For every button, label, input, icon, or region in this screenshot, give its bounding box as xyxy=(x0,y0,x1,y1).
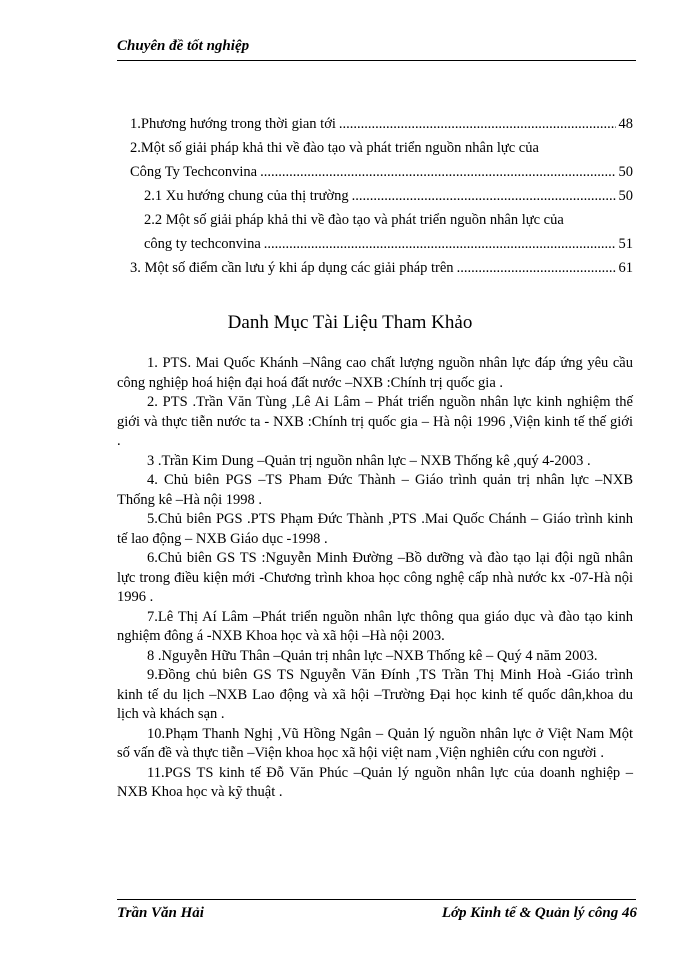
toc-leader xyxy=(260,160,615,184)
toc-entry-text: 2.1 Xu hướng chung của thị trường xyxy=(144,188,349,204)
footer-rule xyxy=(117,899,636,900)
footer-class: Lớp Kinh tế & Quản lý công 46 xyxy=(441,905,637,921)
reference-item: 10.Phạm Thanh Nghị ,Vũ Hồng Ngân – Quản lý nguồn nhân lực ở Việt Nam Một số vấn đề và thực tiễn –Viện khoa học xã hội việt nam ,Viện nghiên cứu con người . xyxy=(117,725,633,761)
toc-entry-text: 2.Một số giải pháp khả thi về đào tạo và phát triển nguồn nhân lực của xyxy=(130,140,539,156)
toc-row xyxy=(130,136,633,160)
toc-page-number: 50 xyxy=(618,164,633,180)
reference-item: 4. Chủ biên PGS –TS Pham Đức Thành – Giáo trình quản trị nhân lực –NXB Thống kê –Hà nội 1998 . xyxy=(117,472,633,508)
table-of-contents xyxy=(130,112,633,280)
toc-row xyxy=(130,208,633,232)
toc-row xyxy=(130,112,633,136)
toc-leader xyxy=(457,256,616,280)
reference-item: 2. PTS .Trần Văn Tùng ,Lê Ai Lâm – Phát triển nguồn nhân lực kinh nghiệm thế giới và thực tiễn nước ta - NXB :Chính trị quốc gia – Hà nội 1996 ,Viện kinh tế thế giới . xyxy=(117,394,633,449)
toc-leader xyxy=(264,232,616,256)
reference-item: 6.Chủ biên GS TS :Nguyễn Minh Đường –Bồ dưỡng và đào tạo lại đội ngũ nhân lực trong điều kiện mới -Chương trình khoa học công nghệ cấp nhà nước kx -07-Hà nội 1996 . xyxy=(117,550,633,605)
toc-leader xyxy=(339,112,616,136)
toc-row xyxy=(130,232,633,256)
toc-row xyxy=(130,160,633,184)
footer-author: Trần Văn Hải xyxy=(117,905,204,921)
page-header: Chuyên đề tốt nghiệp xyxy=(117,38,250,54)
reference-item: 1. PTS. Mai Quốc Khánh –Nâng cao chất lượng nguồn nhân lực đáp ứng yêu cầu công nghiệp hoá hiện đại hoá đất nước –NXB :Chính trị quốc gia . xyxy=(117,355,633,391)
references-title: Danh Mục Tài Liệu Tham Khảo xyxy=(227,312,473,333)
toc-page-number: 50 xyxy=(618,188,633,204)
references-list xyxy=(117,354,633,803)
toc-page-number: 61 xyxy=(618,260,633,276)
toc-entry-text: Công Ty Techconvina xyxy=(130,164,258,180)
toc-entry-text: 3. Một số điểm cần lưu ý khi áp dụng các giải pháp trên xyxy=(130,260,454,276)
reference-item: 3 .Trần Kim Dung –Quản trị nguồn nhân lực – NXB Thống kê ,quý 4-2003 . xyxy=(147,452,591,469)
toc-row xyxy=(130,184,633,208)
toc-page-number: 51 xyxy=(618,236,633,252)
toc-entry-text: công ty techconvina xyxy=(144,236,261,252)
toc-leader xyxy=(352,184,616,208)
reference-item: 11.PGS TS kinh tế Đỗ Văn Phúc –Quản lý nguồn nhân lực của doanh nghiệp –NXB Khoa học và kỹ thuật . xyxy=(117,764,633,800)
toc-row xyxy=(130,256,633,280)
toc-page-number: 48 xyxy=(618,116,633,132)
header-rule xyxy=(117,60,636,61)
reference-item: 5.Chủ biên PGS .PTS Phạm Đức Thành ,PTS .Mai Quốc Chánh – Giáo trình kinh tế lao động – NXB Giáo dục -1998 . xyxy=(117,511,633,547)
reference-item: 9.Đồng chủ biên GS TS Nguyễn Văn Đính ,TS Trần Thị Minh Hoà -Giáo trình kinh tế du lịch –NXB Lao động và xã hội –Trường Đại học kinh tế quốc dân,khoa du lịch và khách sạn . xyxy=(117,667,633,722)
reference-item: 8 .Nguyễn Hữu Thân –Quản trị nhân lực –NXB Thống kê – Quý 4 năm 2003. xyxy=(147,647,598,664)
toc-entry-text: 2.2 Một số giải pháp khả thi về đào tạo và phát triển nguồn nhân lực của xyxy=(144,212,564,228)
toc-entry-text: 1.Phương hướng trong thời gian tới xyxy=(130,116,336,132)
reference-item: 7.Lê Thị Aí Lâm –Phát triển nguồn nhân lực thông qua giáo dục và đào tạo kinh nghiệm đông á -NXB Khoa học và xã hội –Hà nội 2003. xyxy=(117,608,633,644)
